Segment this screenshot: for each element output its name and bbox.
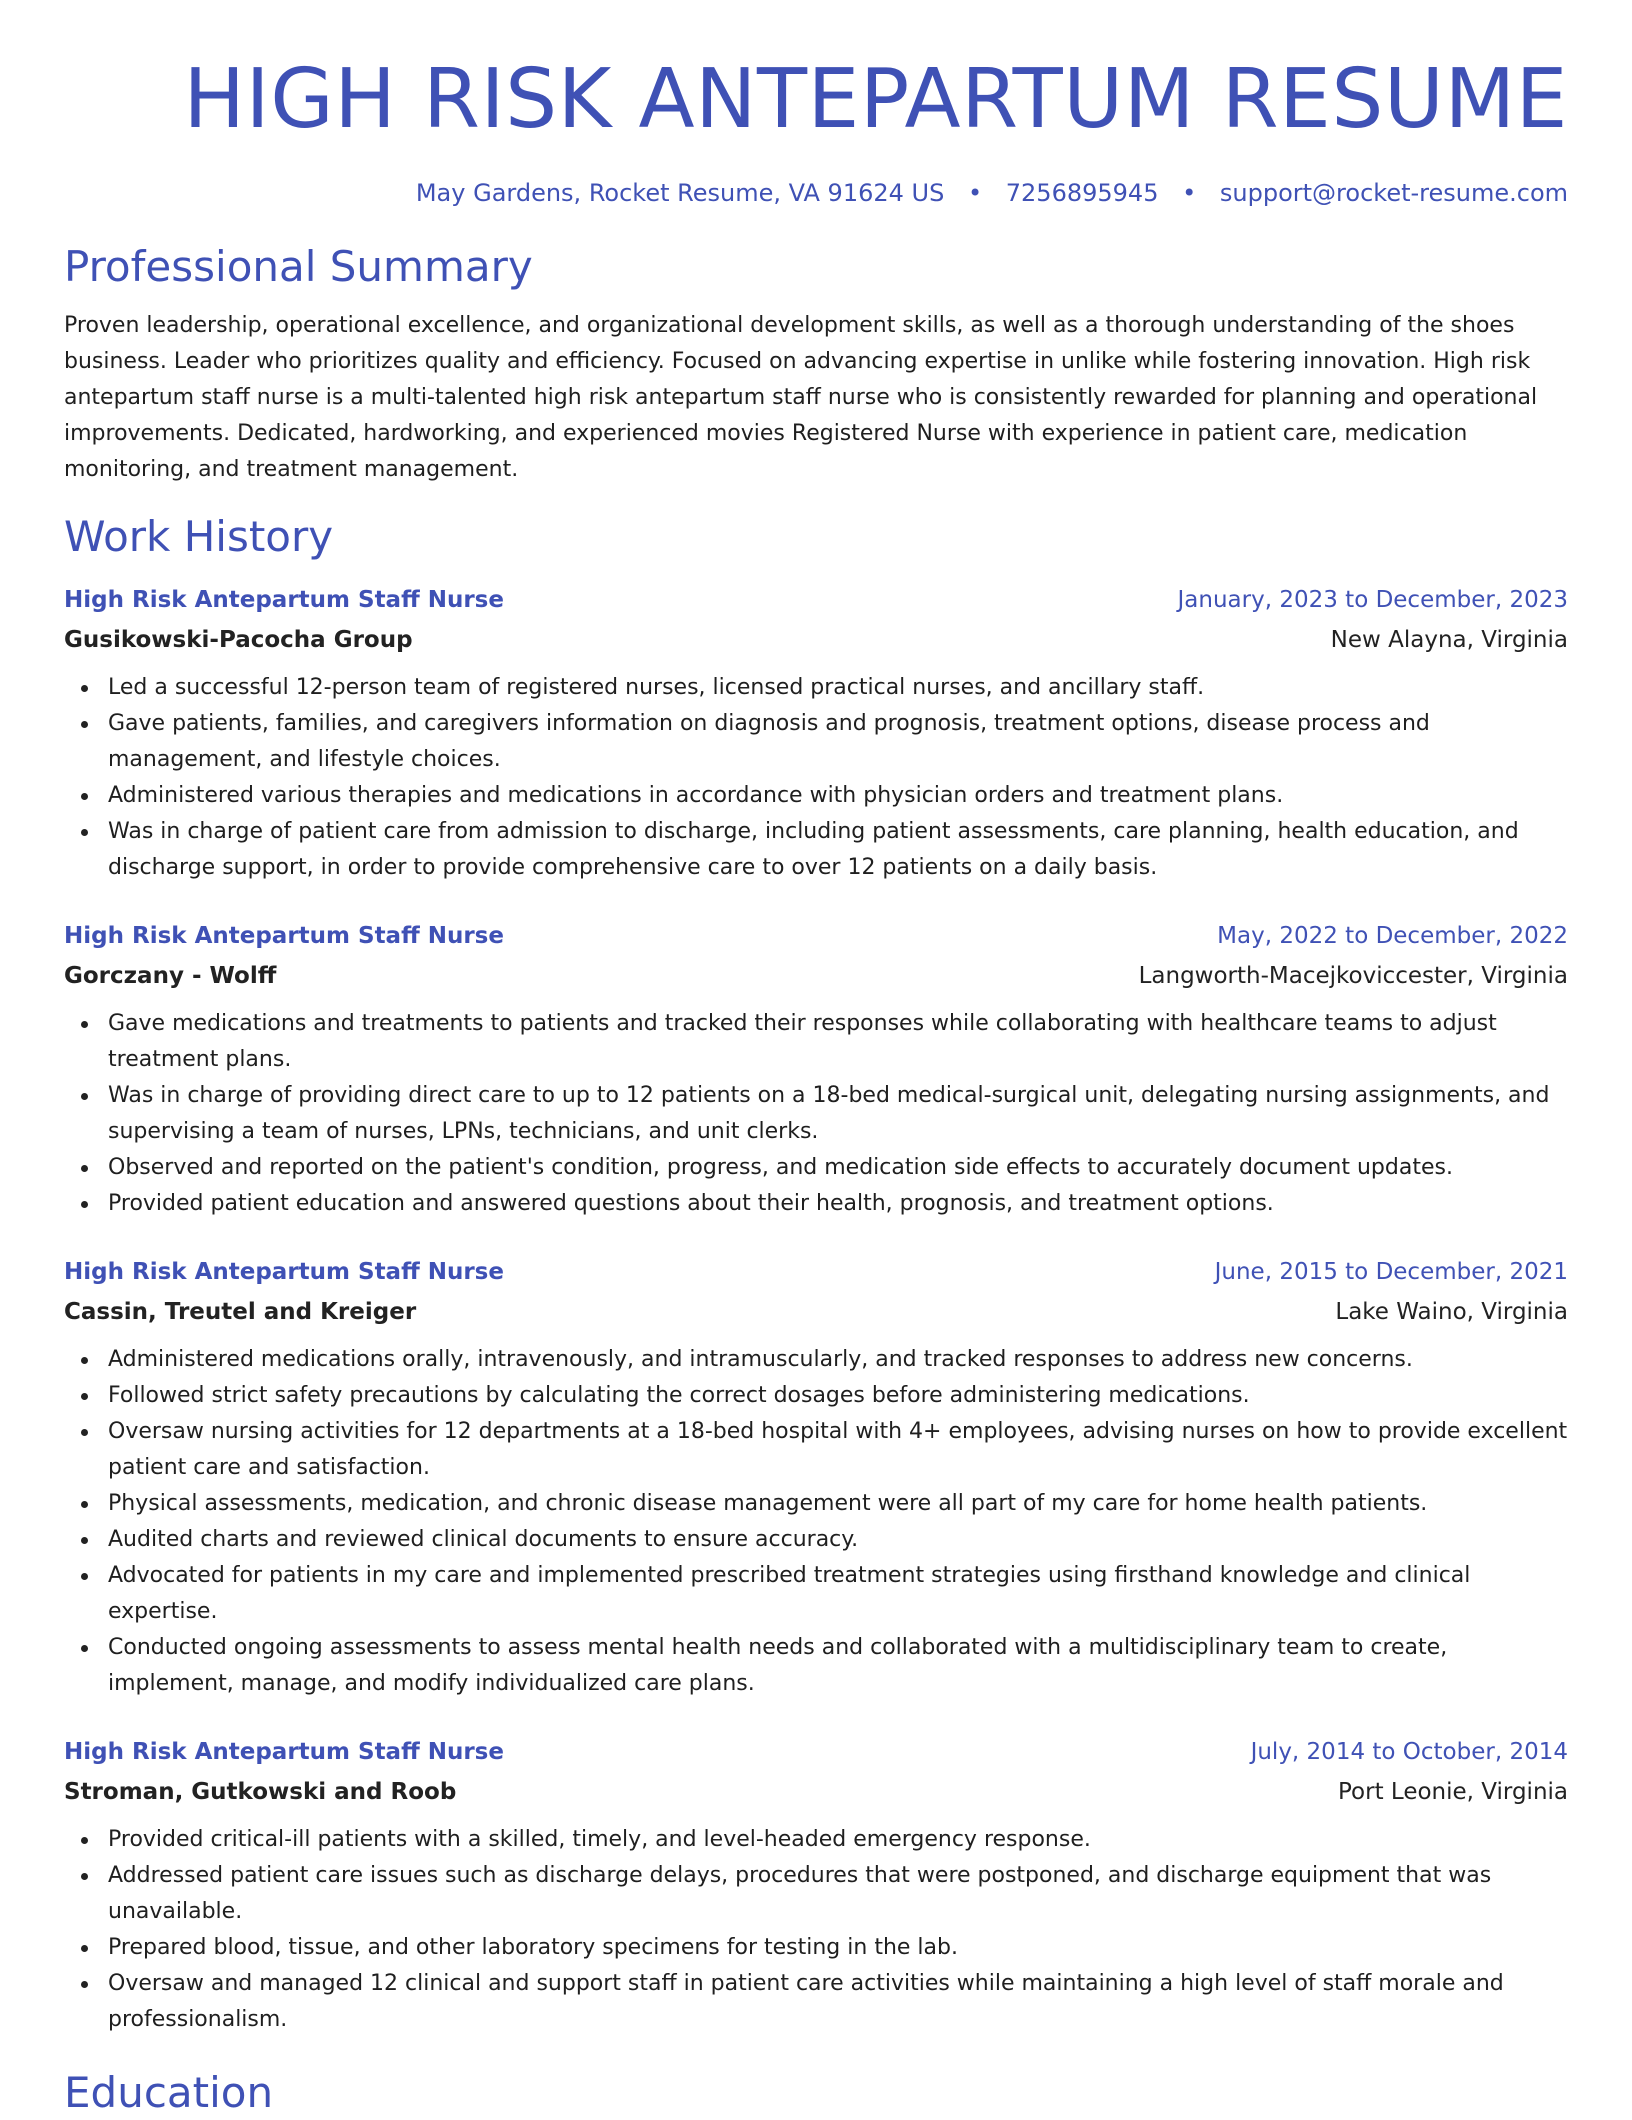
job-bullet: Followed strict safety precautions by calculating the correct dosages before administering medications. xyxy=(64,1378,1568,1414)
job-bullet: Administered various therapies and medications in accordance with physician orders and treatment plans. xyxy=(64,778,1568,814)
job-bullet-list xyxy=(64,1342,1568,1702)
contact-separator: • xyxy=(967,179,983,207)
professional-summary-text: Proven leadership, operational excellence, and organizational development skills, as well as a thorough understanding of the shoes business. Leader who prioritizes quality and efficiency. Focused on advancing expertise in unlike while fostering innovation. High risk antepartum staff nurse is a multi-talented high risk antepartum staff nurse who is consistently rewarded for planning and operational improvements. Dedicated, hardworking, and experienced movies Registered Nurse with experience in patient care, medication monitoring, and treatment management. xyxy=(64,313,1538,482)
contact-line xyxy=(64,176,1568,210)
job-title: High Risk Antepartum Staff Nurse xyxy=(64,1739,504,1765)
job-dates: June, 2015 to December, 2021 xyxy=(1214,1259,1568,1285)
job-bullet-list xyxy=(64,1006,1568,1222)
job-location: Lake Waino, Virginia xyxy=(1335,1299,1568,1325)
job-bullet: Oversaw and managed 12 clinical and support staff in patient care activities while maintaining a high level of staff morale and professionalism. xyxy=(64,1966,1568,2038)
job-bullet: Audited charts and reviewed clinical documents to ensure accuracy. xyxy=(64,1522,1568,1558)
job-bullet: Prepared blood, tissue, and other laboratory specimens for testing in the lab. xyxy=(64,1930,1568,1966)
job-entry xyxy=(64,916,1568,1222)
job-bullet: Conducted ongoing assessments to assess mental health needs and collaborated with a multidisciplinary team to create, implement, manage, and modify individualized care plans. xyxy=(64,1630,1568,1702)
job-bullet: Administered medications orally, intravenously, and intramuscularly, and tracked responses to address new concerns. xyxy=(64,1342,1568,1378)
job-bullet: Provided critical-ill patients with a skilled, timely, and level-headed emergency response. xyxy=(64,1822,1568,1858)
professional-summary-section xyxy=(64,240,1568,488)
job-bullet: Gave medications and treatments to patients and tracked their responses while collaborating with healthcare teams to adjust treatment plans. xyxy=(64,1006,1568,1078)
contact-phone: 7256895945 xyxy=(1005,179,1159,207)
job-entry xyxy=(64,1252,1568,1702)
job-entry xyxy=(64,1732,1568,2038)
job-location: Langworth-Macejkoviccester, Virginia xyxy=(1138,963,1568,989)
job-bullet: Led a successful 12-person team of registered nurses, licensed practical nurses, and ancillary staff. xyxy=(64,670,1568,706)
job-bullet: Was in charge of patient care from admission to discharge, including patient assessments, care planning, health education, and discharge support, in order to provide comprehensive care to over 12 patients on a daily basis. xyxy=(64,814,1568,886)
job-company: Stroman, Gutkowski and Roob xyxy=(64,1779,457,1805)
job-bullet-list xyxy=(64,1822,1568,2038)
contact-separator: • xyxy=(1182,179,1197,207)
job-bullet: Was in charge of providing direct care to up to 12 patients on a 18-bed medical-surgical unit, delegating nursing assignments, and supervising a team of nurses, LPNs, technicians, and unit clerks. xyxy=(64,1078,1568,1150)
education-heading: Education xyxy=(64,2068,274,2117)
job-company: Gusikowski-Pacocha Group xyxy=(64,627,413,653)
job-title: High Risk Antepartum Staff Nurse xyxy=(64,587,504,613)
job-bullet: Advocated for patients in my care and implemented prescribed treatment strategies using firsthand knowledge and clinical expertise. xyxy=(64,1558,1568,1630)
job-bullet: Addressed patient care issues such as discharge delays, procedures that were postponed, and discharge equipment that was unavailable. xyxy=(64,1858,1568,1930)
job-dates: January, 2023 to December, 2023 xyxy=(1177,587,1568,613)
job-title: High Risk Antepartum Staff Nurse xyxy=(64,1259,504,1285)
job-dates: July, 2014 to October, 2014 xyxy=(1250,1739,1568,1765)
work-history-section xyxy=(64,510,1568,2038)
job-company: Gorczany - Wolff xyxy=(64,963,277,989)
job-bullet: Provided patient education and answered questions about their health, prognosis, and treatment options. xyxy=(64,1186,1568,1222)
job-company: Cassin, Treutel and Kreiger xyxy=(64,1299,417,1325)
professional-summary-heading: Professional Summary xyxy=(64,242,533,291)
job-bullet: Physical assessments, medication, and chronic disease management were all part of my care for home health patients. xyxy=(64,1486,1568,1522)
job-bullet: Oversaw nursing activities for 12 departments at a 18-bed hospital with 4+ employees, advising nurses on how to provide excellent patient care and satisfaction. xyxy=(64,1414,1568,1486)
job-bullet-list xyxy=(64,670,1568,886)
job-title: High Risk Antepartum Staff Nurse xyxy=(64,923,504,949)
job-dates: May, 2022 to December, 2022 xyxy=(1217,923,1568,949)
contact-address: May Gardens, Rocket Resume, VA 91624 US xyxy=(415,179,945,207)
job-location: New Alayna, Virginia xyxy=(1330,627,1568,653)
job-bullet: Gave patients, families, and caregivers information on diagnosis and prognosis, treatment options, disease process and management, and lifestyle choices. xyxy=(64,706,1568,778)
job-entry xyxy=(64,580,1568,886)
job-location: Port Leonie, Virginia xyxy=(1338,1779,1568,1805)
work-history-heading: Work History xyxy=(64,512,334,561)
contact-email: support@rocket-resume.com xyxy=(1219,179,1568,207)
job-bullet: Observed and reported on the patient's condition, progress, and medication side effects to accurately document updates. xyxy=(64,1150,1568,1186)
resume-title: HIGH RISK ANTEPARTUM RESUME xyxy=(183,52,1568,147)
